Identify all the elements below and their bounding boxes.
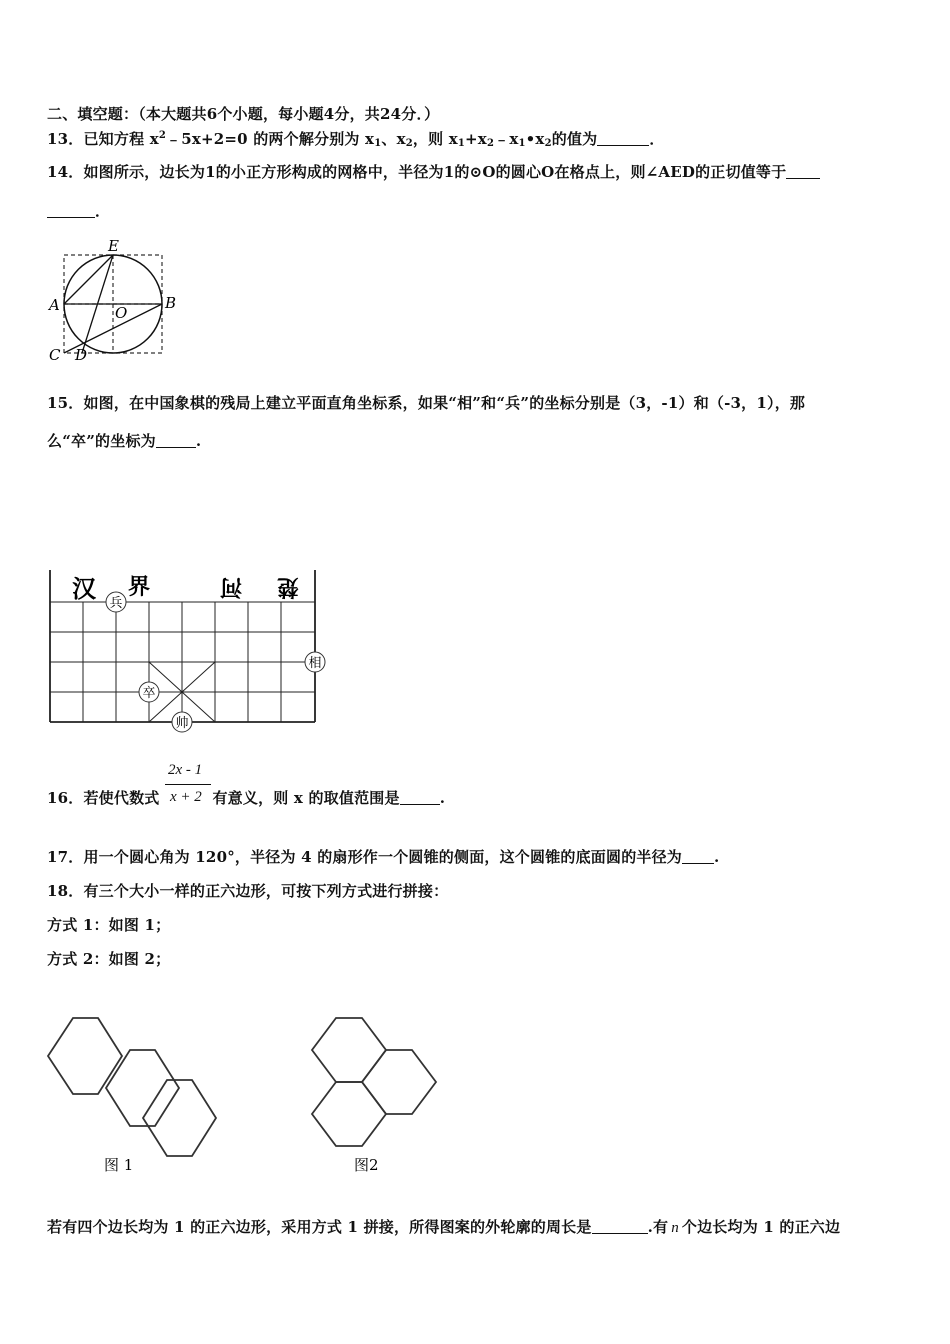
question-15-cont: [47, 430, 201, 451]
q14-figure: [44, 236, 184, 366]
q13-sub-2: 2: [405, 138, 413, 149]
question-13: [47, 128, 665, 149]
piece-shuai-label: 帅: [175, 716, 189, 731]
q18-last-text-c: 个边长均为 1 的正六边: [681, 1218, 841, 1236]
board-char-chu: 楚: [276, 574, 299, 600]
question-16: [47, 787, 445, 808]
question-17: [47, 846, 719, 867]
fig1-hexagon-2: [106, 1050, 179, 1126]
piece-bing-label: 兵: [109, 596, 123, 611]
q13-end: ．: [649, 130, 665, 148]
q14-end: ．: [95, 202, 111, 220]
q13-text-f: ﹣x: [494, 130, 519, 148]
q17-answer-blank[interactable]: [682, 849, 714, 864]
q15-answer-blank[interactable]: [156, 433, 196, 448]
q13-text-a: 13．已知方程 x: [47, 130, 159, 148]
piece-bing: [106, 592, 126, 612]
q16-answer-blank[interactable]: [400, 790, 440, 805]
q16-fraction-bar: [165, 784, 211, 785]
q14-label-e: E: [108, 237, 119, 255]
q14-label-c: C: [49, 346, 61, 364]
q13-sub-4: 2: [486, 138, 495, 149]
fig1-hexagon-1: [48, 1018, 122, 1094]
q13-text-g: •x: [525, 130, 545, 148]
piece-zu: [139, 682, 159, 702]
q13-text-b: ﹣5x+2=0 的两个解分别为 x: [166, 130, 375, 148]
q16-numerator: 2x - 1: [168, 762, 203, 778]
q13-text-c: 、x: [381, 130, 406, 148]
q13-sub-6: 2: [544, 138, 552, 149]
fig2-hexagon-2: [362, 1050, 436, 1114]
q13-text-e: +x: [465, 130, 487, 148]
fig2-caption: 图2: [354, 1156, 379, 1174]
q15-end: .: [195, 432, 202, 450]
q15-chess-board: [44, 566, 344, 736]
q15-text: 么“卒”的坐标为: [47, 432, 156, 450]
fig1-caption: 图 1: [104, 1156, 134, 1174]
q13-text-h: 的值为: [551, 130, 598, 148]
q17-end: .: [714, 848, 720, 866]
q18-figure-2: [312, 1018, 436, 1146]
question-18: 18．有三个大小一样的正六边形，可按下列方式进行拼接：: [47, 882, 449, 900]
q18-n-variable: n: [671, 1220, 679, 1236]
q14-label-o: O: [115, 304, 128, 322]
piece-xiang-label: 相: [308, 656, 322, 671]
q13-sub-1: 1: [374, 138, 382, 149]
fig1-spacer: [210, 1080, 216, 1082]
fig2-hexagon-1: [312, 1018, 386, 1082]
piece-xiang: [305, 652, 325, 672]
board-char-jie: 界: [128, 574, 151, 600]
q18-figures: [40, 1010, 460, 1180]
fig2-hexagon-3: [312, 1082, 386, 1146]
q18-way-2: 方式 2：如图 2；: [47, 950, 171, 968]
q16-text-b: 有意义，则 x 的取值范围是: [212, 789, 400, 807]
q18-last-line: [47, 1216, 840, 1237]
question-15: 15．如图，在中国象棋的残局上建立平面直角坐标系，如果“相”和“兵”的坐标分别是（3，-1）和（-3，1），那: [47, 394, 806, 412]
q17-text: 17．用一个圆心角为 120°，半径为 4 的扇形作一个圆锥的侧面，这个圆锥的底面圆的半径为: [47, 848, 682, 866]
section-header: 二、填空题：（本大题共6个小题，每小题4分，共24分．）: [47, 105, 440, 123]
board-char-han: 汉: [72, 574, 96, 603]
q13-sub-5: 1: [518, 138, 526, 149]
q13-sup: 2: [158, 130, 167, 141]
q14-answer-blank-a[interactable]: [786, 164, 820, 179]
fig1-hexagon-3: [143, 1080, 216, 1156]
q14-label-a: A: [49, 296, 60, 314]
q14-label-d: D: [75, 346, 88, 364]
q14-label-b: B: [165, 294, 177, 312]
question-14: [47, 161, 820, 182]
q14-answer-blank-b[interactable]: [47, 203, 95, 218]
board-char-he: 河: [219, 574, 242, 600]
q18-way-1: 方式 1：如图 1；: [47, 916, 171, 934]
q13-text-d: ，则 x: [412, 130, 458, 148]
q18-last-text-b: .有: [647, 1218, 669, 1236]
q18-figure-1: [48, 1018, 217, 1156]
q16-text-a: 16．若使代数式: [47, 789, 160, 807]
q14-text: 14．如图所示，边长为1的小正方形构成的网格中，半径为1的⊙O的圆心O在格点上，则∠AED的正切值等于: [47, 163, 787, 181]
q18-last-text-a: 若有四个边长均为 1 的正六边形，采用方式 1 拼接，所得图案的外轮廓的周长是: [47, 1218, 592, 1236]
q16-denominator: x + 2: [170, 789, 202, 805]
piece-zu-label: 卒: [142, 686, 156, 701]
piece-shuai: [172, 712, 192, 732]
q18-answer-blank[interactable]: [592, 1219, 648, 1234]
question-14-cont: [47, 200, 110, 221]
q16-end: .: [439, 789, 446, 807]
q13-answer-blank[interactable]: [597, 131, 649, 146]
q13-sub-3: 1: [457, 138, 466, 149]
